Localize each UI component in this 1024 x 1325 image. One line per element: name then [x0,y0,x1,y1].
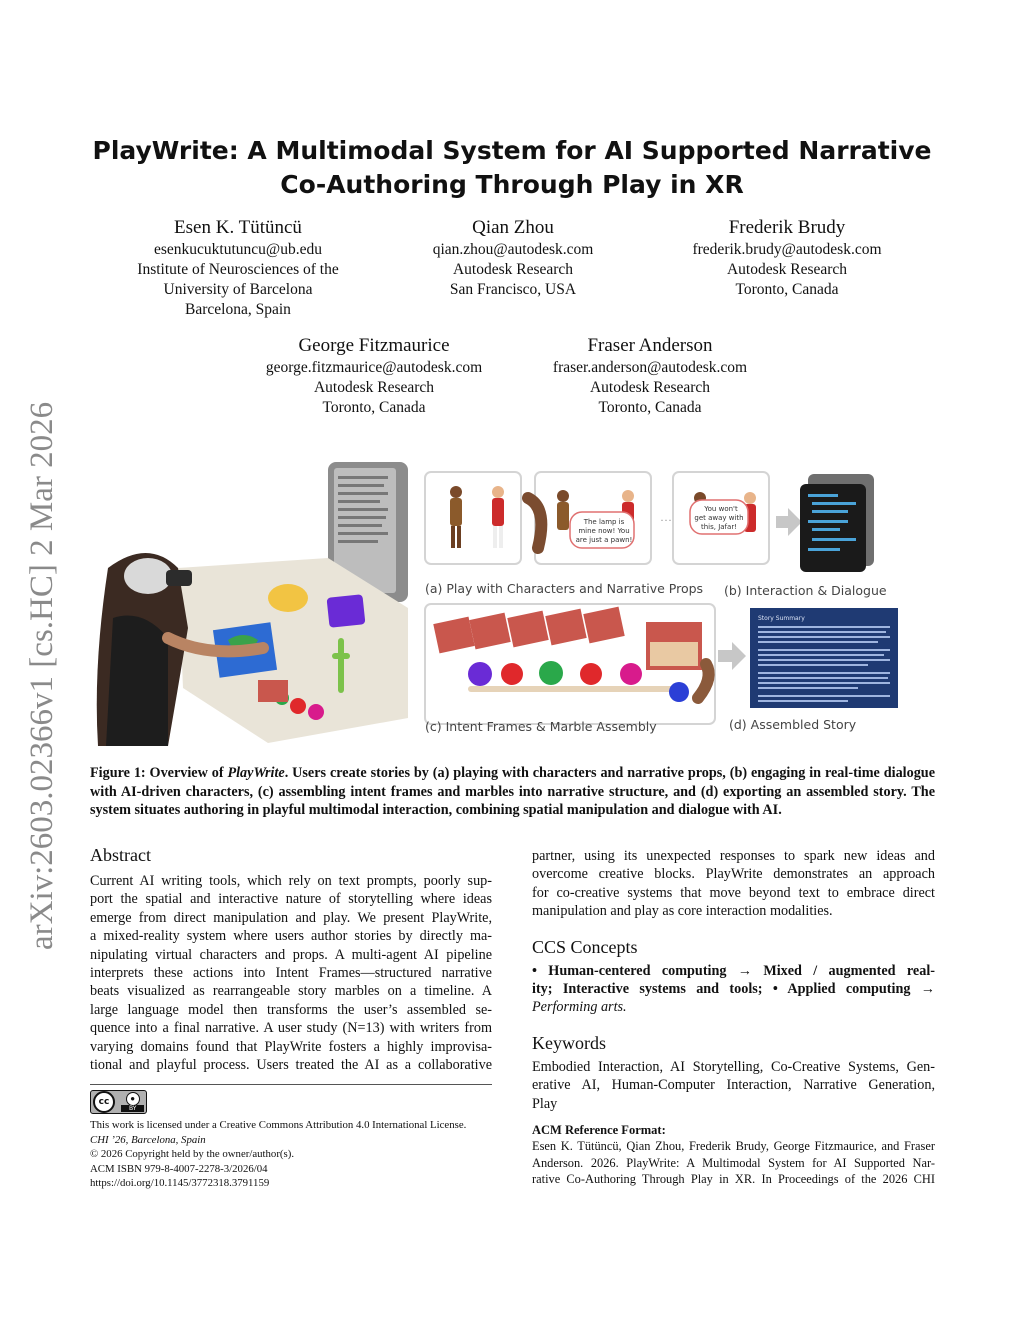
abstract-line: for co-creative systems that move beyond text to embrace direct [532,884,935,901]
author-location: Barcelona, Spain [185,301,291,318]
arrow-right-icon [718,642,746,670]
author-4 [244,334,504,418]
author-location: San Francisco, USA [449,281,577,298]
abstract-line: beats visualized as rearrangeable story marbles on a timeline. A [90,983,492,1000]
abstract-line: partner, using its unexpected responses to spark new ideas and [532,848,935,864]
author-email: frederik.brudy@autodesk.com [692,241,882,258]
by-label: BY [121,1105,144,1112]
right-column [532,847,935,1188]
panel-d-label: (d) Assembled Story [729,717,857,732]
ccs-heading: CCS Concepts [532,936,638,957]
acm-ref-line: rative Co-Authoring Through Play in XR. In Proceedings of the 2026 CHI [532,1172,935,1187]
person-icon: ● [126,1092,140,1106]
abstract-line: quence into a final narrative. A user study (N=13) with writers from [90,1020,492,1037]
author-name: George Fitzmaurice [298,335,450,356]
author-5 [520,334,780,418]
author-1 [108,216,368,320]
author-name: Frederik Brudy [728,217,846,238]
abstract-line: tional and playful process. Users treated the AI as a collaborative [90,1057,492,1074]
speech-bubble-aladdin [690,500,748,534]
keywords-heading: Keywords [532,1032,606,1053]
bubble1-line1: The lamp is [583,518,625,526]
ellipsis-dots: ··· [660,513,672,527]
author-affiliation: Autodesk Research [589,379,711,396]
keywords-line: erative AI, Human-Computer Interaction, Narrative Generation, [532,1077,935,1094]
author-name: Qian Zhou [472,217,554,238]
panel-c [425,604,715,734]
abstract-line: varying domains found that PlayWrite fosters a highly improvisa- [90,1038,492,1055]
bubble2-line2: get away with [694,514,744,522]
caption-text: . Users create stories by (a) playing with characters and narrative props, (b) engaging in real-time dialogue with AI-driven characters, (c) assembling intent frames and marbles into narrative structure, and (d) exporting an assembled story. The system situates authoring in playful multimodal interaction, combining spatial manipulation and dialogue with AI. [90,765,935,818]
ccs-line: • Human-centered computing → Mixed / augmented real- [532,962,935,979]
keywords-line: Play [532,1095,558,1112]
figure-caption [90,764,935,820]
abstract-continued [532,847,935,921]
author-affiliation: Autodesk Research [313,379,435,396]
copyright-line: © 2026 Copyright held by the owner/author(s). [90,1148,295,1160]
cc-icon: cc [93,1091,115,1113]
xr-scene-illustration [97,462,408,746]
panel-a [425,472,769,596]
abstract-line: port the spatial and interactive nature of storytelling where ideas [90,891,492,908]
ccs-line: Performing arts. [532,999,627,1016]
keywords-line: Embodied Interaction, AI Storytelling, Co-Creative Systems, Gen- [532,1058,935,1075]
paper-title [60,134,964,202]
caption-system-name: PlayWrite [227,765,285,781]
author-3 [657,216,917,300]
abstract-line: Current AI writing tools, which rely on text prompts, poorly sup- [90,873,492,889]
author-affiliation: University of Barcelona [163,281,313,298]
author-email: esenkucuktutuncu@ub.edu [154,241,322,258]
license-line: This work is licensed under a Creative Commons Attribution 4.0 International License. [90,1119,467,1131]
author-2 [393,216,633,300]
caption-label: Figure 1: Overview of [90,765,228,781]
bubble1-line2: mine now! You [578,527,630,535]
abstract-heading: Abstract [90,845,151,865]
abstract-body [90,872,492,1074]
author-name: Esen K. Tütüncü [174,217,302,238]
abstract-line: large language model then transforms the user’s assembled se- [90,1001,492,1018]
author-location: Toronto, Canada [735,281,839,298]
author-location: Toronto, Canada [598,399,702,416]
license-divider [90,1084,492,1085]
bubble2-line3: this, Jafar! [700,523,738,531]
acm-ref-body [532,1138,935,1188]
panel-c-label: (c) Intent Frames & Marble Assembly [425,719,657,734]
keywords-body [532,1058,935,1113]
story-summary-header: Story Summary [758,615,805,622]
acm-ref-line: Esen K. Tütüncü, Qian Zhou, Frederik Brudy, George Fitzmaurice, and Fraser [532,1139,935,1154]
abstract-line: emerge from direct manipulation and play. We present PlayWrite, [90,909,492,926]
speech-bubble-jafar [570,512,634,548]
abstract-line: overcome creative blocks. PlayWrite demonstrates an approach [532,866,935,883]
abstract-line: manipulation and play as core interaction modalities. [532,903,833,920]
bubble2-line1: You won't [704,505,738,513]
title-line-2: Co-Authoring Through Play in XR [280,170,744,199]
bubble1-line3: are just a pawn! [575,536,633,544]
conference-line: CHI ’26, Barcelona, Spain [90,1133,206,1146]
title-line-1: PlayWrite: A Multimodal System for AI Supported Narrative [92,136,932,165]
left-column [90,845,492,1074]
ccs-line: ity; Interactive systems and tools; • Applied computing → [532,981,935,998]
arxiv-stamp: arXiv:2603.02366v1 [cs.HC] 2 Mar 2026 [24,401,60,950]
abstract-line: a mixed-reality system where users author stories by directly ma- [90,928,492,945]
license-block [90,1090,492,1191]
author-name: Fraser Anderson [587,335,713,356]
author-email: fraser.anderson@autodesk.com [552,359,748,376]
author-affiliation: Autodesk Research [726,261,848,278]
author-affiliation: Institute of Neurosciences of the [137,261,339,278]
panel-b-label: (b) Interaction & Dialogue [724,583,887,598]
author-email: george.fitzmaurice@autodesk.com [265,359,483,376]
author-location: Toronto, Canada [322,399,426,416]
ccs-body [532,962,935,1017]
figure-1 [88,458,936,746]
isbn-line: ACM ISBN 979-8-4007-2278-3/2026/04 [90,1162,268,1175]
abstract-line: nipulating virtual characters and props. A multi-agent AI pipeline [90,946,492,963]
by-icon [121,1092,144,1112]
panel-a-label: (a) Play with Characters and Narrative Props [425,581,704,596]
doi-link[interactable]: https://doi.org/10.1145/3772318.3791159 [90,1177,270,1189]
panel-d [718,608,898,732]
acm-ref-line: Anderson. 2026. PlayWrite: A Multimodal System for AI Supported Nar- [532,1155,935,1170]
arrow-right-icon [776,508,802,536]
acm-ref-heading: ACM Reference Format: [532,1123,666,1138]
author-email: qian.zhou@autodesk.com [432,241,594,258]
author-affiliation: Autodesk Research [452,261,574,278]
abstract-line: interprets these actions into Intent Frames—structured narrative [90,965,492,982]
cc-by-badge [90,1090,147,1114]
